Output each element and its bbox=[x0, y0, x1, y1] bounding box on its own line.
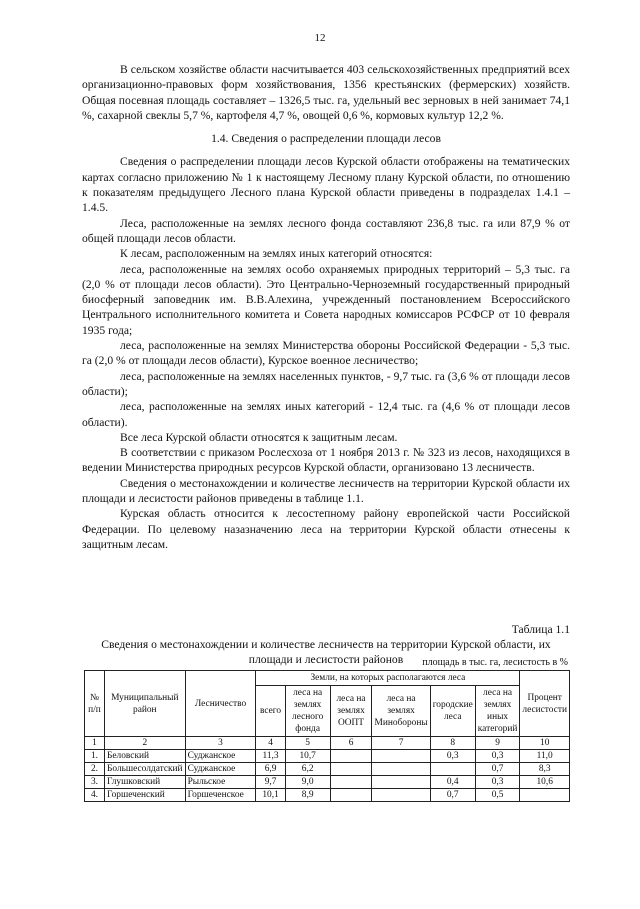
index-row bbox=[85, 737, 570, 750]
table-label: Таблица 1.1 bbox=[511, 623, 570, 636]
cell-forest-cover: 11,0 bbox=[520, 750, 570, 763]
paragraph-protective: Все леса Курской области относятся к защитным лесам. bbox=[120, 430, 398, 444]
paragraph-order: В соответствии с приказом Рослесхоза от 1 ноября 2013 г. № 323 из лесов, находящихся в ведении Министерства природных ресурсов Курской области, организовано 13 лесничеств. bbox=[82, 446, 570, 475]
forestry-table bbox=[84, 670, 570, 802]
table-title: Сведения о местонахождении и количестве лесничеств на территории Курской области, их площади и лесистости районов bbox=[101, 638, 551, 666]
section-heading: 1.4. Сведения о распределении площади лесов bbox=[211, 132, 441, 146]
index-cell: 9 bbox=[475, 737, 520, 750]
index-cell: 10 bbox=[520, 737, 570, 750]
header-other: леса на землях иных категорий bbox=[475, 686, 520, 737]
cell-num: 2. bbox=[85, 763, 105, 776]
header-district: Муниципальный район bbox=[105, 671, 186, 737]
cell-urban bbox=[430, 763, 475, 776]
header-lands-group: Земли, на которых располагаются леса bbox=[256, 671, 520, 686]
paragraph-defense: леса, расположенные на землях Министерства обороны Российской Федерации - 5,3 тыс. га (2,0 % от площади лесов области), Курское военное лесничество; bbox=[82, 339, 570, 368]
paragraph-agriculture: В сельском хозяйстве области насчитывается 403 сельскохозяйственных предприятий всех организационно-правовых форм хозяйствования, 1356 крестьянских (фермерских) хозяйств. Общая посевная площадь составляет – 1326,5 тыс. га, удельный вес зерновых в ней занимает 74,1 %, сахарной свеклы 5,7 %, картофеля 4,7 %, овощей 0,6 %, кормовых культур 12,2 %. bbox=[82, 63, 570, 122]
header-forest-fund: леса на землях лесного фонда bbox=[285, 686, 330, 737]
cell-other: 0,7 bbox=[475, 763, 520, 776]
cell-num: 4. bbox=[85, 789, 105, 802]
cell-total: 9,7 bbox=[256, 776, 285, 789]
cell-oopt bbox=[330, 750, 372, 763]
table-row bbox=[85, 789, 570, 802]
paragraph-maps: Сведения о распределении площади лесов Курской области отображены на тематических картах согласно приложению № 1 к настоящему Лесному плану Курской области, по отношению к показателям предыдущего Лесного плана Курской области приведены в подразделах 1.4.1 – 1.4.5. bbox=[82, 155, 570, 215]
header-oopt: леса на землях ООПТ bbox=[330, 686, 372, 737]
paragraph-oopt: леса, расположенные на землях особо охраняемых природных территорий – 5,3 тыс. га (2,0 % от площади лесов области). Это Центрально-Черноземный государственный природный биосферный заповедник им. В.В.Алехина, учрежденный постановлением Всероссийского Центрального исполнительного комитета и Совета народных комиссаров РСФСР от 10 февраля 1935 года; bbox=[82, 262, 570, 337]
cell-defense bbox=[372, 750, 430, 763]
cell-total: 11,3 bbox=[256, 750, 285, 763]
cell-other: 0,3 bbox=[475, 750, 520, 763]
cell-district: Беловский bbox=[105, 750, 186, 763]
table-row bbox=[85, 776, 570, 789]
cell-forest-cover bbox=[520, 789, 570, 802]
cell-district: Горшеченский bbox=[105, 789, 186, 802]
cell-forest-cover: 10,6 bbox=[520, 776, 570, 789]
header-num: № п/п bbox=[85, 671, 105, 737]
cell-other: 0,3 bbox=[475, 776, 520, 789]
cell-urban: 0,7 bbox=[430, 789, 475, 802]
header-forest-cover: Процент лесистости bbox=[520, 671, 570, 737]
table-row bbox=[85, 750, 570, 763]
body-text bbox=[82, 62, 570, 552]
index-cell: 5 bbox=[285, 737, 330, 750]
cell-forestry: Суджанское bbox=[185, 750, 256, 763]
paragraph-settlements: леса, расположенные на землях населенных пунктов, - 9,7 тыс. га (3,6 % от площади лесов области); bbox=[82, 369, 570, 398]
index-cell: 1 bbox=[85, 737, 105, 750]
cell-urban: 0,3 bbox=[430, 750, 475, 763]
cell-oopt bbox=[330, 789, 372, 802]
cell-district: Большесолдатский bbox=[105, 763, 186, 776]
index-cell: 8 bbox=[430, 737, 475, 750]
paragraph-forest-fund: Леса, расположенные на землях лесного фонда составляют 236,8 тыс. га или 87,9 % от общей площади лесов области. bbox=[82, 216, 570, 245]
cell-forestry: Суджанское bbox=[185, 763, 256, 776]
index-cell: 2 bbox=[105, 737, 186, 750]
cell-urban: 0,4 bbox=[430, 776, 475, 789]
paragraph-forest-steppe: Курская область относится к лесостепному району европейской части Российской Федерации. По целевому назазначению леса на территории Курской области отнесены к защитным лесам. bbox=[82, 507, 570, 551]
cell-defense bbox=[372, 789, 430, 802]
cell-total: 10,1 bbox=[256, 789, 285, 802]
header-urban: городские леса bbox=[430, 686, 475, 737]
table-units: площадь в тыс. га, лесистость в % bbox=[422, 657, 568, 668]
page-number: 12 bbox=[314, 32, 326, 44]
header-defense: леса на землях Минобороны bbox=[372, 686, 430, 737]
header-total: всего bbox=[256, 686, 285, 737]
cell-district: Глушковский bbox=[105, 776, 186, 789]
header-forestry: Лесничество bbox=[185, 671, 256, 737]
cell-forest-fund: 8,9 bbox=[285, 789, 330, 802]
cell-num: 3. bbox=[85, 776, 105, 789]
cell-forest-fund: 9,0 bbox=[285, 776, 330, 789]
cell-forest-cover: 8,3 bbox=[520, 763, 570, 776]
cell-forest-fund: 6,2 bbox=[285, 763, 330, 776]
index-cell: 7 bbox=[372, 737, 430, 750]
paragraph-other-categories: К лесам, расположенным на землях иных категорий относятся: bbox=[120, 247, 433, 261]
cell-oopt bbox=[330, 763, 372, 776]
index-cell: 6 bbox=[330, 737, 372, 750]
cell-forestry: Горшеченское bbox=[185, 789, 256, 802]
cell-total: 6,9 bbox=[256, 763, 285, 776]
cell-defense bbox=[372, 776, 430, 789]
paragraph-table-ref: Сведения о местонахождении и количестве лесничеств на территории Курской области их площади и лесистости районов приведены в таблице 1.1. bbox=[82, 476, 570, 506]
table-row bbox=[85, 763, 570, 776]
cell-forest-fund: 10,7 bbox=[285, 750, 330, 763]
paragraph-other-lands: леса, расположенные на землях иных категорий - 12,4 тыс. га (4,6 % от площади лесов области). bbox=[82, 400, 570, 429]
cell-num: 1. bbox=[85, 750, 105, 763]
cell-forestry: Рыльское bbox=[185, 776, 256, 789]
cell-other: 0,5 bbox=[475, 789, 520, 802]
cell-defense bbox=[372, 763, 430, 776]
index-cell: 3 bbox=[185, 737, 256, 750]
cell-oopt bbox=[330, 776, 372, 789]
index-cell: 4 bbox=[256, 737, 285, 750]
